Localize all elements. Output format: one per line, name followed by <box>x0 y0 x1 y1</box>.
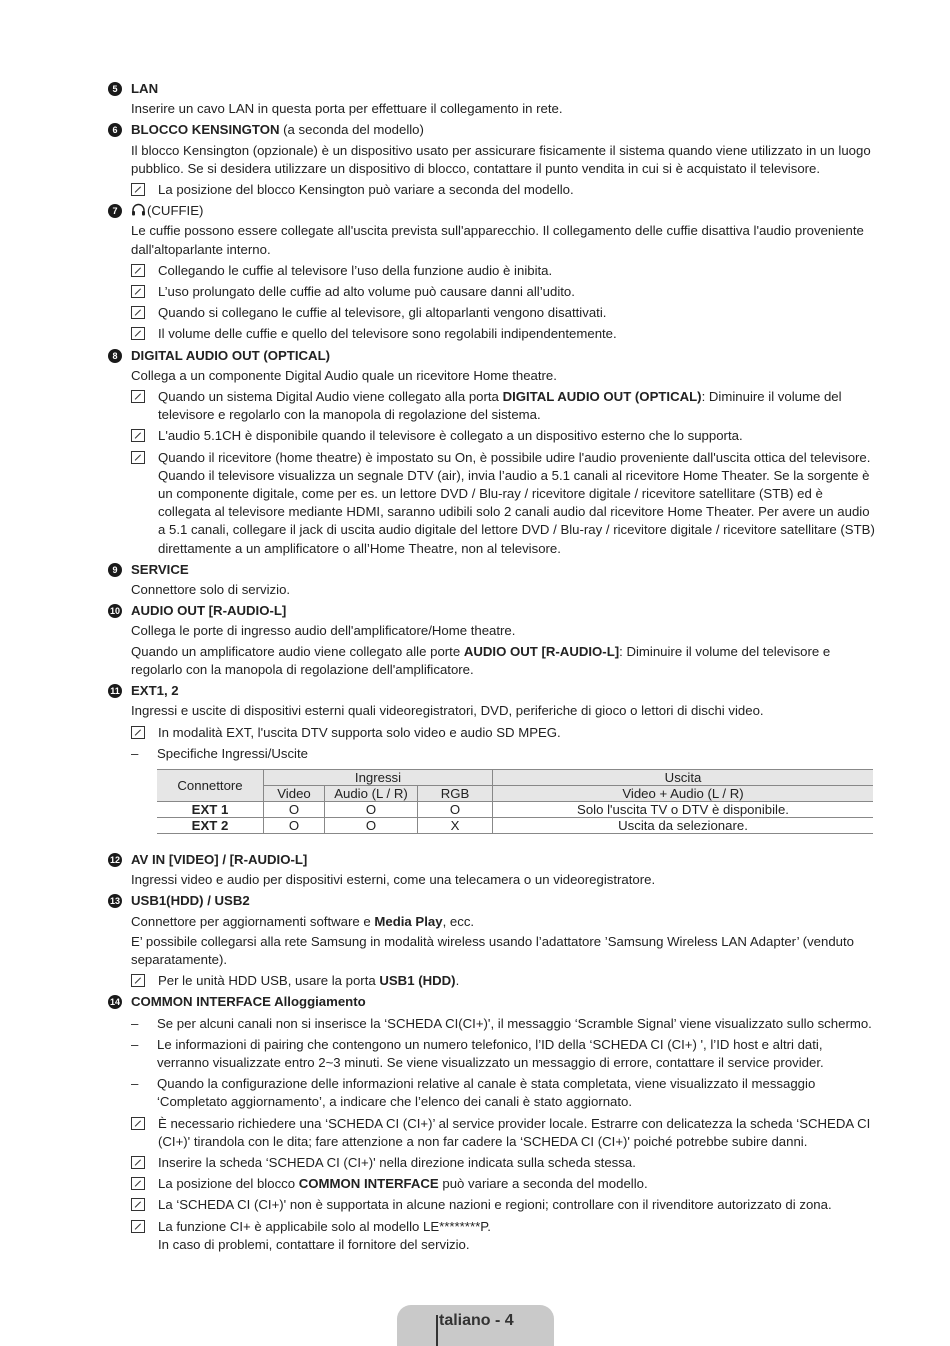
page-footer <box>397 1305 554 1346</box>
note: La posizione del blocco COMMON INTERFACE può variare a seconda del modello. <box>131 1175 878 1193</box>
note: Per le unità HDD USB, usare la porta USB1 (HDD). <box>131 972 878 990</box>
note: Quando un sistema Digital Audio viene collegato alla porta DIGITAL AUDIO OUT (OPTICAL): Diminuire il volume del televisore e regolarlo con la manopola di regolazione del sistema. <box>131 388 878 424</box>
paragraph: E’ possibile collegarsi alla rete Samsung in modalità wireless usando l’adattatore ’Samsung Wireless LAN Adapter’ (venduto separatamente). <box>131 933 854 967</box>
note: Il volume delle cuffie e quello del televisore sono regolabili indipendentemente. <box>131 325 878 343</box>
section-audio-out <box>108 602 878 679</box>
note: La funzione CI+ è applicabile solo al modello LE********P. In caso di problemi, contattare il fornitore del servizio. <box>131 1218 878 1254</box>
paragraph: Collega le porte di ingresso audio dell'amplificatore/Home theatre. <box>131 623 516 639</box>
note: La posizione del blocco Kensington può variare a seconda del modello. <box>131 181 878 199</box>
table-subheader-row: Video Audio (L / R) RGB Video + Audio (L / R) <box>157 785 873 801</box>
number-badge: 7 <box>108 204 122 218</box>
section-optical <box>108 347 878 558</box>
note: Collegando le cuffie al televisore l’uso della funzione audio è inibita. <box>131 262 878 280</box>
dash-item: – Specifiche Ingressi/Uscite <box>131 745 308 761</box>
note: L'audio 5.1CH è disponibile quando il televisore è collegato a un dispositivo esterno che lo supporta. <box>131 427 878 445</box>
note-icon <box>131 264 145 277</box>
section-av-in <box>108 851 878 889</box>
note-icon <box>131 183 145 196</box>
footer-divider <box>436 1315 438 1346</box>
manual-page <box>108 80 878 1257</box>
section-title: DIGITAL AUDIO OUT (OPTICAL) <box>131 347 331 363</box>
paragraph: Ingressi video e audio per dispositivi esterni, come una telecamera o un videoregistratore. <box>131 872 656 888</box>
number-badge: 6 <box>108 123 122 137</box>
io-spec-table <box>157 769 873 834</box>
paragraph: Collega a un componente Digital Audio quale un ricevitore Home theatre. <box>131 367 557 383</box>
number-badge: 9 <box>108 563 122 577</box>
note-icon <box>131 1220 145 1233</box>
dash-item: – Quando la configurazione delle informazioni relative al canale è stata completata, viene visualizzato il messaggio ‘Completato aggiornamento’, a indicare che l’elenco dei canali è stato aggiornato. <box>131 1076 816 1110</box>
note: Quando il ricevitore (home theatre) è impostato su On, è possibile udire l'audio proveniente dall'uscita ottica del televisore. Quando il televisore visualizza un segnale DTV (air), invia l’audio a 5.1 canali al ricevitore Home Theater. Se la sorgente è un componente digitale, come per es. un lettore DVD / Blu-ray / ricevitore digitale / ricevitore satellitare (STB) ed è collegata al televisore mediante HDMI, saranno udibili solo 2 canali audio dal ricevitore Home Theater. Per avere un audio a 5.1 canali, collegare il jack di uscita audio digitale del lettore DVD / Blu-ray / ricevitore digitale / ricevitore satellitare (STB) direttamente a un amplificatore o all’Home Theatre, non al televisore. <box>131 449 878 558</box>
note-icon <box>131 726 145 739</box>
section-title: COMMON INTERFACE Alloggiamento <box>131 994 366 1010</box>
note: In modalità EXT, l'uscita DTV supporta solo video e audio SD MPEG. <box>131 724 878 742</box>
section-title: AV IN [VIDEO] / [R-AUDIO-L] <box>131 851 308 867</box>
paragraph: Connettore solo di servizio. <box>131 582 291 598</box>
section-title: AUDIO OUT [R-AUDIO-L] <box>131 603 287 619</box>
paragraph: Il blocco Kensington (opzionale) è un dispositivo usato per assicurare fisicamente il sistema quando viene utilizzato in un luogo pubblico. Se si desidera utilizzare un dispositivo di blocco, contattare il punto vendita in cui si è acquistato il televisore. <box>131 142 871 176</box>
section-title: USB1(HDD) / USB2 <box>131 893 250 909</box>
section-common-interface <box>108 993 878 1254</box>
note-icon <box>131 390 145 403</box>
note-icon <box>131 1117 145 1130</box>
note-icon <box>131 1198 145 1211</box>
note-icon <box>131 306 145 319</box>
number-badge: 14 <box>109 997 120 1008</box>
number-badge: 13 <box>109 896 120 907</box>
paragraph: Quando un amplificatore audio viene collegato alle porte AUDIO OUT [R-AUDIO-L]: Diminuire il volume del televisore e regolarlo con la manopola di regolazione dell'amplificatore. <box>131 643 831 677</box>
section-ext <box>108 682 878 848</box>
section-service <box>108 561 878 599</box>
section-title: SERVICE <box>131 561 189 577</box>
section-lan <box>108 80 878 118</box>
note-icon <box>131 429 145 442</box>
note-icon <box>131 451 145 464</box>
dash-item: – Se per alcuni canali non si inserisce la ‘SCHEDA CI(CI+)', il messaggio ‘Scramble Signal’ viene visualizzato sullo schermo. <box>131 1015 872 1031</box>
note: È necessario richiedere una ‘SCHEDA CI (CI+)’ al service provider locale. Estrarre con delicatezza la scheda ‘SCHEDA CI (CI+)' tirandola con le dita; fare attenzione a non far cadere la ‘SCHEDA CI (CI+)' poiché potrebbe subire danni. <box>131 1115 878 1151</box>
page-number: taliano - 4 <box>439 1312 514 1329</box>
number-badge: 8 <box>108 349 122 363</box>
paragraph: Connettore per aggiornamenti software e Media Play, ecc. <box>131 913 475 929</box>
table-row: EXT 2 O O X Uscita da selezionare. <box>157 817 873 833</box>
note-icon <box>131 974 145 987</box>
section-headphones <box>108 202 878 343</box>
section-title: LAN <box>131 81 159 96</box>
section-title: BLOCCO KENSINGTON <box>131 122 280 138</box>
section-kensington <box>108 121 878 199</box>
headphones-icon <box>131 203 146 216</box>
table-row: EXT 1 O O O Solo l'uscita TV o DTV è disponibile. <box>157 801 873 817</box>
note: Inserire la scheda ‘SCHEDA CI (CI+)' nella direzione indicata sulla scheda stessa. <box>131 1154 878 1172</box>
note: La ‘SCHEDA CI (CI+)' non è supportata in alcune nazioni e regioni; controllare con il rivenditore autorizzato di zona. <box>131 1196 878 1214</box>
section-title-suffix: (a seconda del modello) <box>279 122 424 138</box>
paragraph: Inserire un cavo LAN in questa porta per effettuare il collegamento in rete. <box>131 101 563 117</box>
paragraph: Ingressi e uscite di dispositivi esterni quali videoregistratori, DVD, periferiche di gioco o lettori di dischi video. <box>131 703 764 719</box>
paragraph: Le cuffie possono essere collegate all'uscita prevista sull'apparecchio. Il collegamento delle cuffie disattiva l'audio proveniente dall'altoparlante interno. <box>131 223 864 257</box>
note-icon <box>131 327 145 340</box>
number-badge: 12 <box>109 854 120 865</box>
section-title: EXT1, 2 <box>131 683 179 699</box>
table-header-row: Connettore Ingressi Uscita <box>157 769 873 785</box>
note: L’uso prolungato delle cuffie ad alto volume può causare danni all’udito. <box>131 283 878 301</box>
note-icon <box>131 285 145 298</box>
number-badge: 5 <box>108 82 122 96</box>
number-badge: 11 <box>108 684 122 698</box>
number-badge: 10 <box>109 606 120 617</box>
section-title: (CUFFIE) <box>147 203 204 219</box>
section-usb <box>108 892 878 990</box>
note-icon <box>131 1156 145 1169</box>
dash-item: – Le informazioni di pairing che contengono un numero telefonico, l’ID della ‘SCHEDA CI (CI+) ', l’ID host e altri dati, verranno visualizzate entro 2~3 minuti. Se viene visualizzato un messaggio di errore, contattare il service provider. <box>131 1036 824 1070</box>
note-icon <box>131 1177 145 1190</box>
note: Quando si collegano le cuffie al televisore, gli altoparlanti vengono disattivati. <box>131 304 878 322</box>
